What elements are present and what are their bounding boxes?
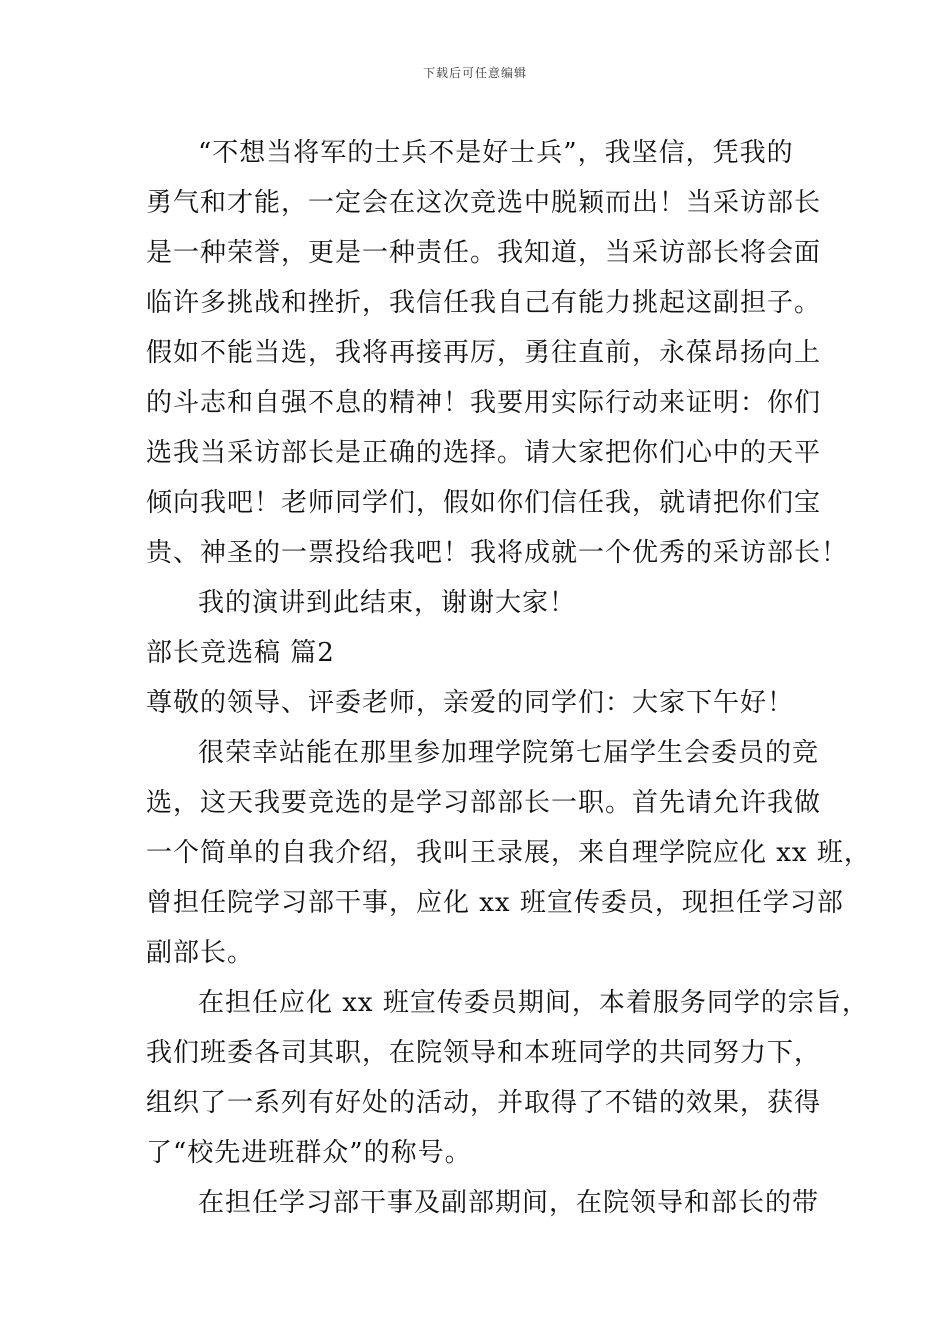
document-body [146,128,871,1228]
paragraph-line: 曾担任院学习部干事，应化 xx 班宣传委员，现担任学习部 [146,888,844,918]
paragraph-line: 了“校先进班群众”的称号。 [146,1138,472,1168]
paragraph-line: 在担任学习部干事及副部期间，在院领导和部长的带 [198,1188,820,1218]
paragraph-line: 是一种荣誉，更是一种责任。我知道，当采访部长将会面 [146,238,822,268]
paragraph-line: 在担任应化 xx 班宣传委员期间，本着服务同学的宗旨， [198,988,869,1018]
paragraph-line: 我们班委各司其职，在院领导和本班同学的共同努力下， [146,1038,822,1068]
paragraph-line: 勇气和才能，一定会在这次竞选中脱颖而出！当采访部长 [146,188,822,218]
paragraph-line: 选我当采访部长是正确的选择。请大家把你们心中的天平 [146,438,822,468]
paragraph-line: 副部长。 [146,938,255,968]
paragraph-line: 倾向我吧！老师同学们，假如你们信任我，就请把你们宝 [146,488,822,518]
paragraph-line: 的斗志和自强不息的精神！我要用实际行动来证明：你们 [146,388,822,418]
paragraph-line: 选，这天我要竞选的是学习部部长一职。首先请允许我做 [146,788,822,818]
paragraph-line: “不想当将军的士兵不是好士兵”，我坚信，凭我的 [198,138,794,168]
paragraph-line: 假如不能当选，我将再接再厉，勇往直前，永葆昂扬向上 [146,338,822,368]
paragraph-line: 很荣幸站能在那里参加理学院第七届学生会委员的竞 [198,738,820,768]
paragraph-line: 组织了一系列有好处的活动，并取得了不错的效果，获得 [146,1088,822,1118]
salutation: 尊敬的领导、评委老师，亲爱的同学们：大家下午好！ [146,688,795,718]
paragraph-line: 一个简单的自我介绍，我叫王录展，来自理学院应化 xx 班， [146,838,871,868]
closing-line: 我的演讲到此结束，谢谢大家！ [198,588,577,618]
page-header: 下载后可任意编辑 [422,66,527,80]
paragraph-line: 临许多挑战和挫折，我信任我自己有能力挑起这副担子。 [146,288,822,318]
paragraph-line: 贵、神圣的一票投给我吧！我将成就一个优秀的采访部长！ [146,538,849,568]
section-title: 部长竞选稿 篇2 [146,638,335,668]
